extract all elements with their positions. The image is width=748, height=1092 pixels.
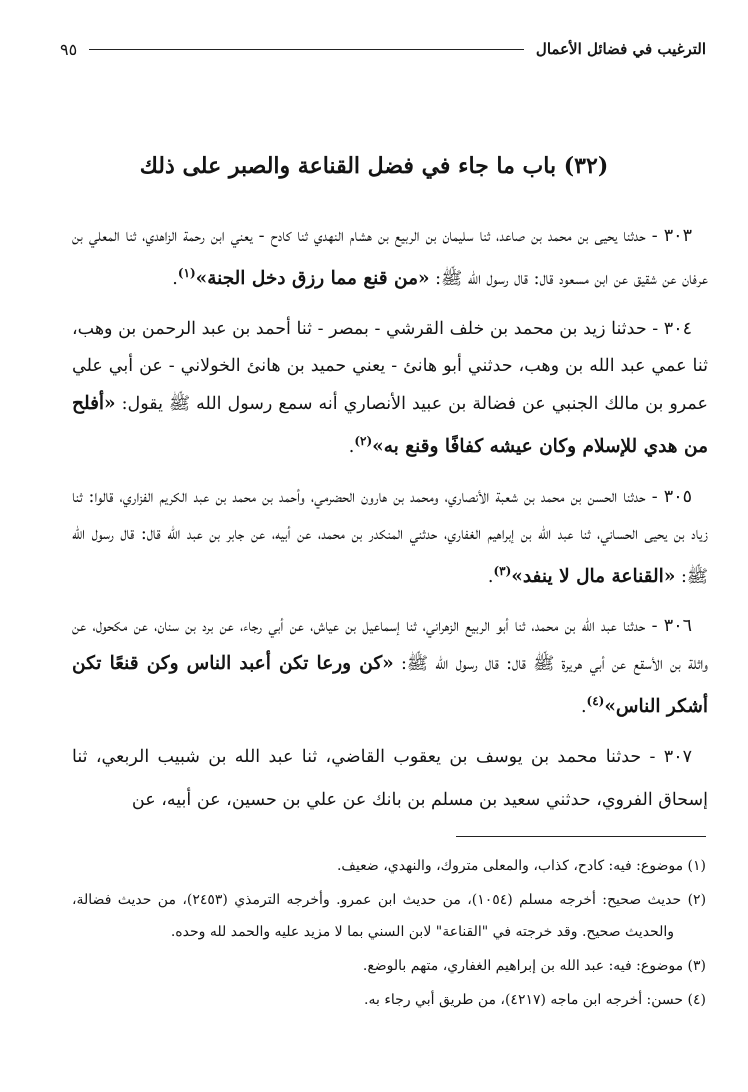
hadith-end: . xyxy=(487,566,494,587)
footnote-text: حسن: أخرجه ابن ماجه (٤٢١٧)، من طريق أبي رجاء به. xyxy=(364,992,684,1008)
footnote xyxy=(72,884,706,948)
hadith-separator: - xyxy=(645,486,664,507)
footnote-ref: (٣) xyxy=(493,563,512,578)
hadith-separator: - xyxy=(646,318,664,339)
running-header xyxy=(60,34,706,64)
hadith-separator: - xyxy=(645,616,664,637)
hadith-text: حدثنا عبد الله بن محمد، ثنا أبو الربيع الزهراني، ثنا إسماعيل بن عياش، عن أبي رجاء، عن برد بن سنان، عن مكحول، عن واثلة بن الأسقع عن أبي هريرة ﷺ قال: قال رسول الله ﷺ: xyxy=(72,616,708,675)
hadith-number: ٣٠٥ xyxy=(663,486,692,507)
hadith-paragraph xyxy=(72,739,708,819)
running-title: الترغيب في فضائل الأعمال xyxy=(535,40,706,58)
footnotes xyxy=(72,850,706,1018)
hadith-text: حدثنا محمد بن يوسف بن يعقوب القاضي، ثنا عبد الله بن شبيب الربعي، ثنا إسحاق الفروي، حدثني سعيد بن مسلم بن بانك عن علي بن حسين، عن أبيه، عن xyxy=(72,747,708,811)
hadith-paragraph xyxy=(72,479,708,596)
hadith-number: ٣٠٤ xyxy=(663,318,692,339)
hadith-number: ٣٠٧ xyxy=(663,747,692,768)
header-rule xyxy=(89,49,524,50)
footnote-ref: (٤) xyxy=(586,694,605,709)
hadith-number: ٣٠٣ xyxy=(663,226,692,246)
hadith-text: حدثنا الحسن بن محمد بن شعبة الأنصاري، ومحمد بن هارون الحضرمي، وأحمد بن محمد بن عبد الكريم الفزاري، قالوا: ثنا زياد بن يحيى الحساني، ثنا عبد الله بن إبراهيم الغفاري، حدثني المنكدر بن محمد، عن أبيه، عن جابر بن عبد الله قال: قال رسول الله ﷺ: xyxy=(72,486,708,587)
hadith-end: . xyxy=(172,268,178,289)
footnote-ref: (٢) xyxy=(354,433,373,448)
footnote xyxy=(72,984,706,1016)
hadith-number: ٣٠٦ xyxy=(663,616,692,637)
hadith-separator: - xyxy=(645,226,664,246)
hadith-quote: «أفلح من هدي للإسلام وكان عيشه كفافًا وقنع به» xyxy=(72,392,708,457)
page-body xyxy=(72,218,708,832)
hadith-end: . xyxy=(580,697,587,718)
footnote xyxy=(72,950,706,982)
footnote-label: (٣) xyxy=(687,958,706,974)
footnote-text: موضوع: فيه: عبد الله بن إبراهيم الغفاري، متهم بالوضع. xyxy=(362,958,684,974)
hadith-end: . xyxy=(348,436,355,457)
footnote xyxy=(72,850,706,882)
footnote-ref: (١) xyxy=(177,266,196,280)
hadith-paragraph xyxy=(72,608,708,726)
hadith-quote: «القناعة مال لا ينفد» xyxy=(511,565,676,587)
footnote-label: (١) xyxy=(687,858,706,874)
footnote-label: (٢) xyxy=(687,892,707,908)
hadith-paragraph xyxy=(72,218,708,298)
chapter-title: (٣٢) باب ما جاء في فضل القناعة والصبر على ذلك xyxy=(139,153,609,179)
page-number: ٩٥ xyxy=(60,39,78,59)
hadith-paragraph xyxy=(72,311,708,466)
footnote-rule xyxy=(456,836,706,837)
hadith-quote: «من قنع مما رزق دخل الجنة» xyxy=(195,267,430,289)
footnote-text: حديث صحيح: أخرجه مسلم (١٠٥٤)، من حديث ابن عمرو. وأخرجه الترمذي (٢٤٥٣)، من حديث فضالة، والحديث صحيح. وقد خرجته في "القناعة" لابن السني بما لا مزيد عليه والحمد لله وحده. xyxy=(72,892,682,940)
hadith-quote: «كن ورعا تكن أعبد الناس وكن قنعًا تكن أشكر الناس» xyxy=(72,653,708,718)
footnote-text: موضوع: فيه: كادح، كذاب، والمعلى متروك، والنهدي، ضعيف. xyxy=(336,858,684,874)
footnote-label: (٤) xyxy=(687,992,706,1008)
hadith-text: حدثنا زيد بن محمد بن خلف القرشي - بمصر - ثنا أحمد بن عبد الرحمن بن وهب، ثنا عمي عبد الله بن وهب، حدثني أبو هانئ - يعني حميد بن هانئ الخولاني - عن أبي علي عمرو بن مالك الجنبي عن فضالة بن عبيد الأنصاري أنه سمع رسول الله ﷺ يقول: xyxy=(72,318,708,414)
hadith-separator: - xyxy=(641,747,664,768)
hadith-text: حدثنا يحيى بن محمد بن صاعد، ثنا سليمان بن الربيع بن هشام النهدي ثنا كادح - يعني ابن رحمة الزاهدي، ثنا المعلي بن عرفان عن شقيق عن ابن مسعود قال: قال رسول الله ﷺ: xyxy=(72,226,708,289)
